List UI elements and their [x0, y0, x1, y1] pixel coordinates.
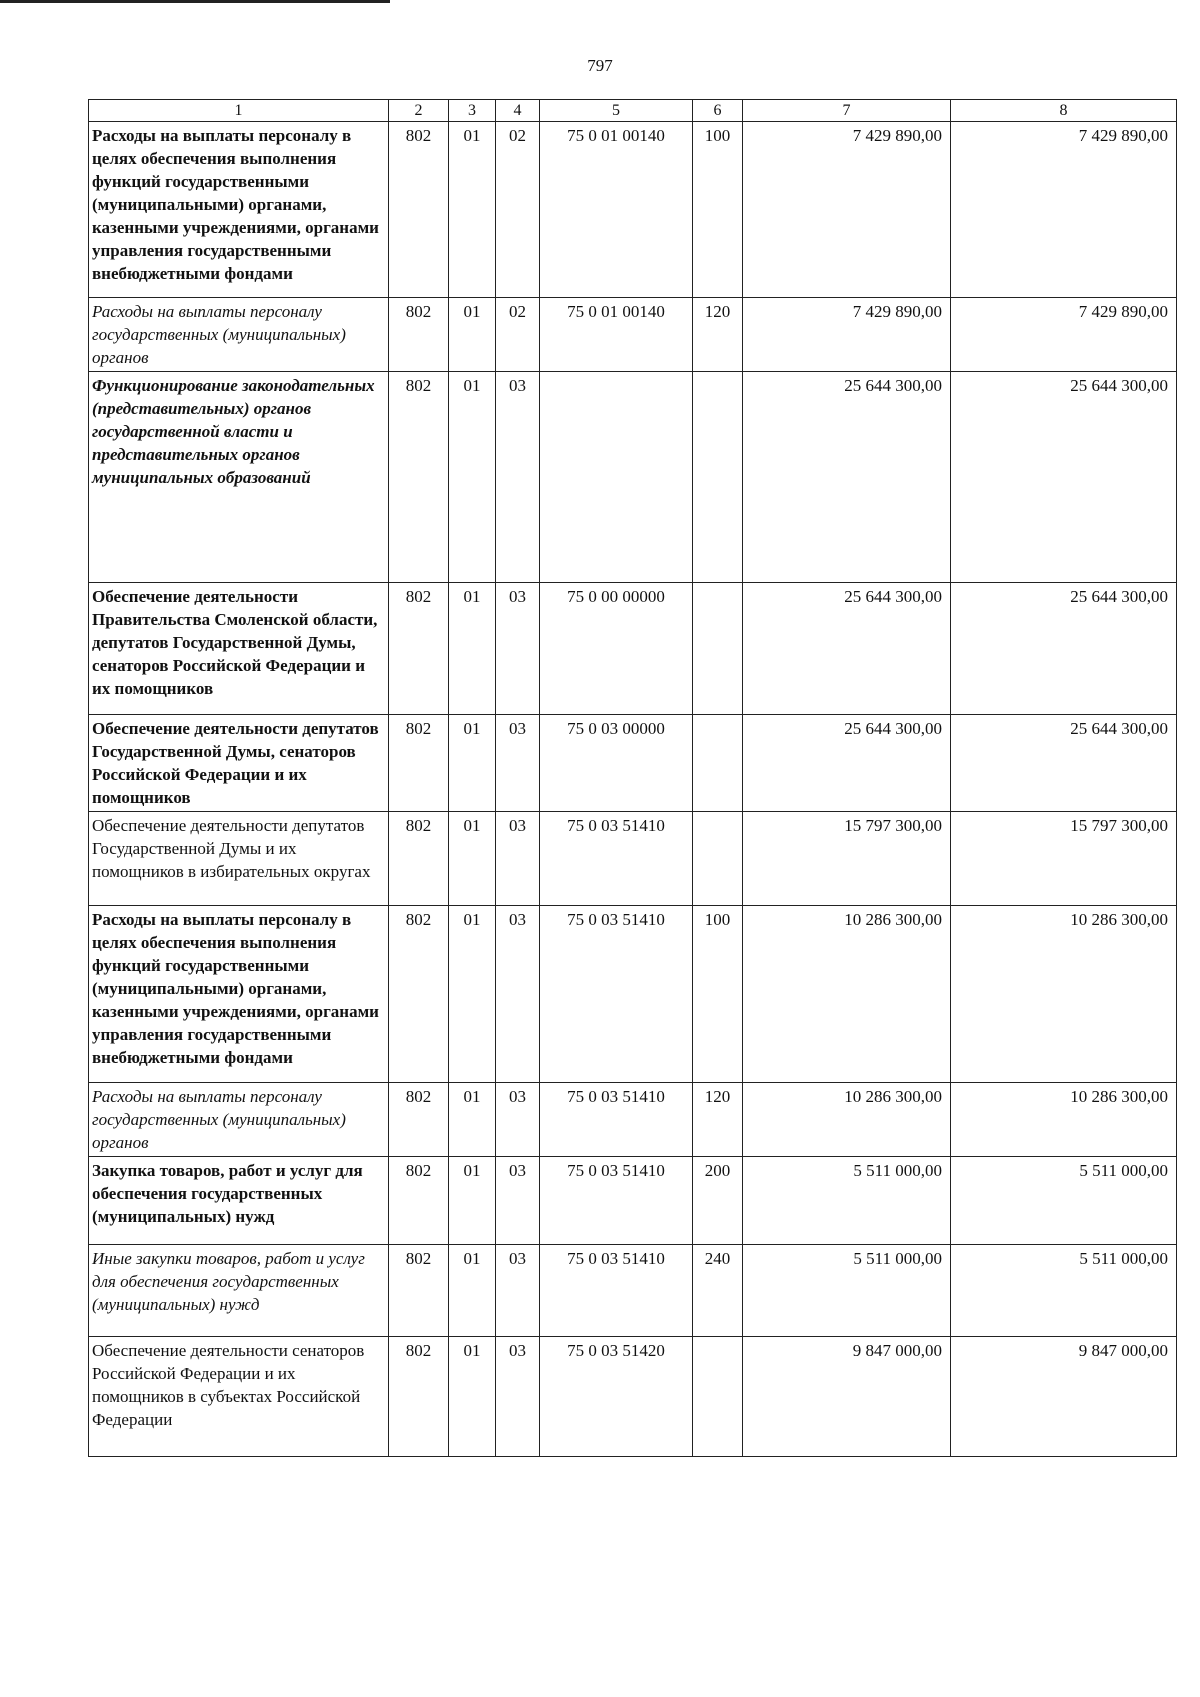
amount-col8: 5 511 000,00 — [951, 1157, 1177, 1245]
table-row — [89, 812, 1177, 906]
table-body — [89, 100, 1177, 1457]
target-article-code: 75 0 03 51410 — [540, 1157, 693, 1245]
column-header: 8 — [951, 100, 1177, 122]
budget-item-name: Функционирование законодательных (представительных) органов государственной власти и представительных органов муниципальных образований — [89, 372, 389, 583]
target-article-code — [540, 372, 693, 583]
ministry-code: 802 — [389, 583, 449, 715]
amount-col7: 9 847 000,00 — [743, 1337, 951, 1457]
target-article-code: 75 0 03 51410 — [540, 1083, 693, 1157]
expense-type-code — [693, 1337, 743, 1457]
budget-table — [88, 99, 1177, 1457]
table-row — [89, 1083, 1177, 1157]
section-code: 01 — [449, 1083, 496, 1157]
subsection-code: 02 — [496, 122, 540, 298]
ministry-code: 802 — [389, 812, 449, 906]
ministry-code: 802 — [389, 1083, 449, 1157]
section-code: 01 — [449, 1157, 496, 1245]
budget-item-name: Обеспечение деятельности депутатов Государственной Думы и их помощников в избирательных округах — [89, 812, 389, 906]
expense-type-code: 200 — [693, 1157, 743, 1245]
table-row — [89, 583, 1177, 715]
expense-type-code: 100 — [693, 906, 743, 1083]
subsection-code: 03 — [496, 583, 540, 715]
amount-col8: 7 429 890,00 — [951, 298, 1177, 372]
column-header: 1 — [89, 100, 389, 122]
amount-col8: 25 644 300,00 — [951, 583, 1177, 715]
ministry-code: 802 — [389, 122, 449, 298]
table-row — [89, 122, 1177, 298]
column-number-row — [89, 100, 1177, 122]
amount-col8: 15 797 300,00 — [951, 812, 1177, 906]
section-code: 01 — [449, 372, 496, 583]
expense-type-code: 120 — [693, 298, 743, 372]
amount-col7: 5 511 000,00 — [743, 1157, 951, 1245]
amount-col8: 25 644 300,00 — [951, 715, 1177, 812]
amount-col8: 10 286 300,00 — [951, 1083, 1177, 1157]
expense-type-code: 100 — [693, 122, 743, 298]
amount-col7: 5 511 000,00 — [743, 1245, 951, 1337]
table-row — [89, 906, 1177, 1083]
amount-col7: 7 429 890,00 — [743, 122, 951, 298]
ministry-code: 802 — [389, 1157, 449, 1245]
budget-item-name: Обеспечение деятельности депутатов Государственной Думы, сенаторов Российской Федерации и их помощников — [89, 715, 389, 812]
subsection-code: 03 — [496, 812, 540, 906]
subsection-code: 02 — [496, 298, 540, 372]
amount-col8: 9 847 000,00 — [951, 1337, 1177, 1457]
ministry-code: 802 — [389, 906, 449, 1083]
target-article-code: 75 0 00 00000 — [540, 583, 693, 715]
subsection-code: 03 — [496, 715, 540, 812]
column-header: 7 — [743, 100, 951, 122]
subsection-code: 03 — [496, 1083, 540, 1157]
target-article-code: 75 0 03 51420 — [540, 1337, 693, 1457]
table-row — [89, 298, 1177, 372]
budget-item-name: Обеспечение деятельности сенаторов Российской Федерации и их помощников в субъектах Российской Федерации — [89, 1337, 389, 1457]
subsection-code: 03 — [496, 1245, 540, 1337]
section-code: 01 — [449, 122, 496, 298]
expense-type-code — [693, 715, 743, 812]
section-code: 01 — [449, 583, 496, 715]
subsection-code: 03 — [496, 372, 540, 583]
table-row — [89, 1337, 1177, 1457]
section-code: 01 — [449, 715, 496, 812]
target-article-code: 75 0 01 00140 — [540, 298, 693, 372]
table-row — [89, 715, 1177, 812]
budget-item-name: Расходы на выплаты персоналу в целях обеспечения выполнения функций государственными (муниципальными) органами, казенными учреждениями, органами управления государственными внебюджетными фондами — [89, 906, 389, 1083]
amount-col7: 10 286 300,00 — [743, 906, 951, 1083]
amount-col8: 7 429 890,00 — [951, 122, 1177, 298]
expense-type-code: 120 — [693, 1083, 743, 1157]
target-article-code: 75 0 03 51410 — [540, 812, 693, 906]
budget-item-name: Обеспечение деятельности Правительства Смоленской области, депутатов Государственной Думы, сенаторов Российской Федерации и их помощников — [89, 583, 389, 715]
budget-item-name: Расходы на выплаты персоналу государственных (муниципальных) органов — [89, 1083, 389, 1157]
column-header: 2 — [389, 100, 449, 122]
budget-item-name: Расходы на выплаты персоналу государственных (муниципальных) органов — [89, 298, 389, 372]
top-scan-rule — [0, 0, 390, 3]
expense-type-code — [693, 372, 743, 583]
column-header: 3 — [449, 100, 496, 122]
ministry-code: 802 — [389, 372, 449, 583]
ministry-code: 802 — [389, 298, 449, 372]
section-code: 01 — [449, 812, 496, 906]
subsection-code: 03 — [496, 1157, 540, 1245]
amount-col7: 25 644 300,00 — [743, 372, 951, 583]
target-article-code: 75 0 01 00140 — [540, 122, 693, 298]
column-header: 6 — [693, 100, 743, 122]
amount-col7: 15 797 300,00 — [743, 812, 951, 906]
target-article-code: 75 0 03 00000 — [540, 715, 693, 812]
amount-col8: 5 511 000,00 — [951, 1245, 1177, 1337]
table-row — [89, 1245, 1177, 1337]
subsection-code: 03 — [496, 906, 540, 1083]
table-row — [89, 1157, 1177, 1245]
amount-col8: 25 644 300,00 — [951, 372, 1177, 583]
section-code: 01 — [449, 1245, 496, 1337]
amount-col8: 10 286 300,00 — [951, 906, 1177, 1083]
amount-col7: 25 644 300,00 — [743, 715, 951, 812]
column-header: 4 — [496, 100, 540, 122]
target-article-code: 75 0 03 51410 — [540, 906, 693, 1083]
amount-col7: 7 429 890,00 — [743, 298, 951, 372]
expense-type-code — [693, 812, 743, 906]
target-article-code: 75 0 03 51410 — [540, 1245, 693, 1337]
ministry-code: 802 — [389, 715, 449, 812]
expense-type-code: 240 — [693, 1245, 743, 1337]
section-code: 01 — [449, 1337, 496, 1457]
table-row — [89, 372, 1177, 583]
amount-col7: 10 286 300,00 — [743, 1083, 951, 1157]
expense-type-code — [693, 583, 743, 715]
ministry-code: 802 — [389, 1337, 449, 1457]
ministry-code: 802 — [389, 1245, 449, 1337]
page-number: 797 — [587, 56, 613, 75]
subsection-code: 03 — [496, 1337, 540, 1457]
column-header: 5 — [540, 100, 693, 122]
amount-col7: 25 644 300,00 — [743, 583, 951, 715]
budget-item-name: Иные закупки товаров, работ и услуг для обеспечения государственных (муниципальных) нужд — [89, 1245, 389, 1337]
budget-item-name: Закупка товаров, работ и услуг для обеспечения государственных (муниципальных) нужд — [89, 1157, 389, 1245]
section-code: 01 — [449, 298, 496, 372]
budget-item-name: Расходы на выплаты персоналу в целях обеспечения выполнения функций государственными (муниципальными) органами, казенными учреждениями, органами управления государственными внебюджетными фондами — [89, 122, 389, 298]
section-code: 01 — [449, 906, 496, 1083]
